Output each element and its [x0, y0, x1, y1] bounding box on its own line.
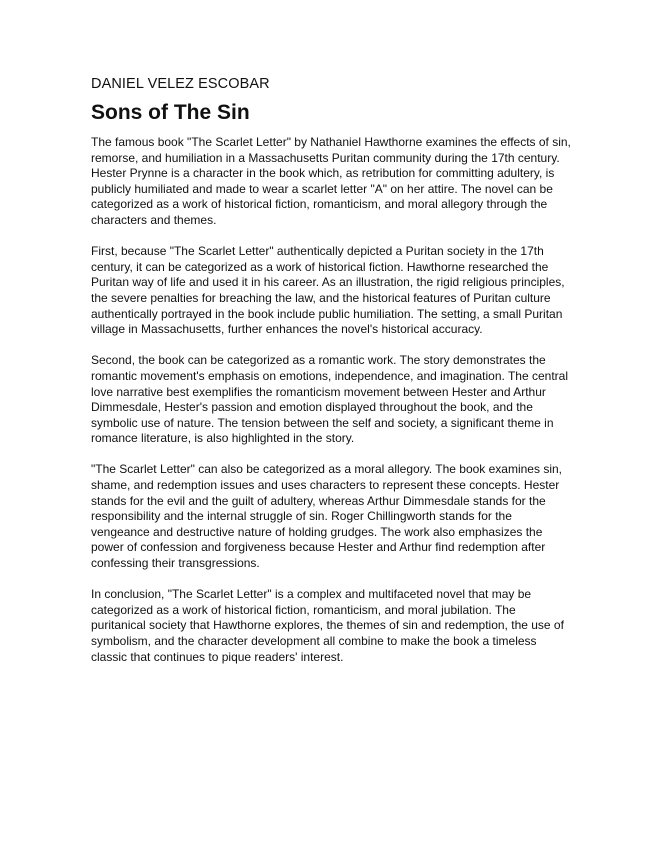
paragraph-conclusion: In conclusion, "The Scarlet Letter" is a complex and multifaceted novel that may be categorized as a work of historical fiction, romanticism, and moral jubilation. The puritanical society that Hawthorne explores, the themes of sin and redemption, the use of symbolism, and the character development all combine to make the book a timeless classic that continues to pique readers' interest.	[91, 587, 564, 664]
document-page	[91, 74, 571, 681]
paragraph-romanticism: Second, the book can be categorized as a romantic work. The story demonstrates the romantic movement's emphasis on emotions, independence, and imagination. The central love narrative best exemplifies the romanticism movement between Hester and Arthur Dimmesdale, Hester's passion and emotion displayed throughout the book, and the symbolic use of nature. The tension between the self and society, a significant theme in romance literature, is also highlighted in the story.	[91, 353, 569, 446]
paragraph-moral-allegory: "The Scarlet Letter" can also be categorized as a moral allegory. The book examines sin, shame, and redemption issues and uses characters to represent these concepts. Hester stands for the evil and the guilt of adultery, whereas Arthur Dimmesdale stands for the responsibility and the internal struggle of sin. Roger Chillingworth stands for the vengeance and destructive nature of holding grudges. The work also emphasizes the power of confession and forgiveness because Hester and Arthur find redemption after confessing their transgressions.	[91, 462, 562, 571]
paragraph-historical-fiction: First, because "The Scarlet Letter" authentically depicted a Puritan society in the 17th century, it can be categorized as a work of historical fiction. Hawthorne researched the Puritan way of life and used it in his career. As an illustration, the rigid religious principles, the severe penalties for breaching the law, and the historical features of Puritan culture authentically portrayed in the book include public humiliation. The setting, a small Puritan village in Massachusetts, further enhances the novel's historical accuracy.	[91, 244, 565, 337]
document-title: Sons of The Sin	[91, 101, 250, 124]
author-name: DANIEL VELEZ ESCOBAR	[91, 76, 270, 92]
paragraph-intro: The famous book "The Scarlet Letter" by Nathaniel Hawthorne examines the effects of sin, remorse, and humiliation in a Massachusetts Puritan community during the 17th century. Hester Prynne is a character in the book which, as retribution for committing adultery, is publicly humiliated and made to wear a scarlet letter "A" on her attire. The novel can be categorized as a work of historical fiction, romanticism, and moral allegory through the characters and themes.	[91, 135, 571, 227]
